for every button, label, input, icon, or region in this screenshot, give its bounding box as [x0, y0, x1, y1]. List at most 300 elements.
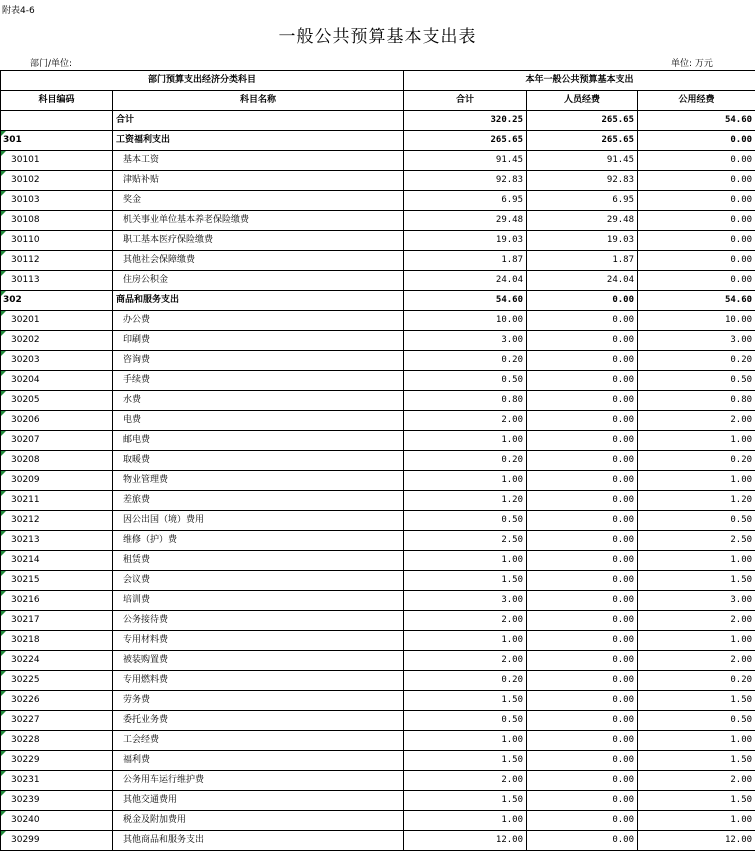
row-personnel-cell: 0.00	[527, 711, 638, 731]
row-total-cell: 3.00	[404, 591, 527, 611]
cell-marker-icon	[1, 591, 6, 596]
row-total-cell: 2.00	[404, 611, 527, 631]
row-name-cell: 津贴补贴	[113, 171, 404, 191]
table-row	[1, 551, 755, 571]
cell-marker-icon	[1, 571, 6, 576]
row-code-cell	[1, 351, 113, 371]
row-code: 30113	[11, 275, 40, 285]
row-code-cell	[1, 511, 113, 531]
row-public-cell: 0.20	[638, 451, 755, 471]
row-name-cell: 咨询费	[113, 351, 404, 371]
row-public-cell: 12.00	[638, 831, 755, 851]
table-row	[1, 231, 755, 251]
row-public-cell: 3.00	[638, 591, 755, 611]
header-group-row	[1, 71, 755, 91]
row-name-cell: 会议费	[113, 571, 404, 591]
row-code: 30202	[11, 335, 40, 345]
row-code: 30112	[11, 255, 40, 265]
row-public-cell: 1.00	[638, 551, 755, 571]
cell-marker-icon	[1, 751, 6, 756]
cell-marker-icon	[1, 611, 6, 616]
row-personnel-cell: 0.00	[527, 651, 638, 671]
page-title: 一般公共预算基本支出表	[278, 27, 477, 47]
table-row	[1, 271, 755, 291]
row-total-cell: 265.65	[404, 131, 527, 151]
row-personnel-cell: 0.00	[527, 671, 638, 691]
total-total-cell: 320.25	[404, 111, 527, 131]
table-row	[1, 151, 755, 171]
table-row	[1, 811, 755, 831]
row-public-cell: 0.00	[638, 131, 755, 151]
row-name-cell: 其他商品和服务支出	[113, 831, 404, 851]
table-row	[1, 311, 755, 331]
header-personnel: 人员经费	[527, 91, 638, 111]
header-total: 合计	[404, 91, 527, 111]
row-total-cell: 1.00	[404, 471, 527, 491]
cell-marker-icon	[1, 211, 6, 216]
row-name-cell: 专用材料费	[113, 631, 404, 651]
total-name-cell: 合计	[113, 111, 404, 131]
header-economic-classification: 部门预算支出经济分类科目	[1, 71, 404, 91]
row-public-cell: 0.50	[638, 711, 755, 731]
row-code: 30209	[11, 475, 40, 485]
row-code-cell	[1, 271, 113, 291]
table-row	[1, 671, 755, 691]
row-code: 30211	[11, 495, 40, 505]
row-personnel-cell: 0.00	[527, 371, 638, 391]
row-personnel-cell: 24.04	[527, 271, 638, 291]
cell-marker-icon	[1, 391, 6, 396]
row-personnel-cell: 0.00	[527, 451, 638, 471]
row-personnel-cell: 0.00	[527, 431, 638, 451]
row-personnel-cell: 6.95	[527, 191, 638, 211]
table-row	[1, 291, 755, 311]
row-total-cell: 0.50	[404, 371, 527, 391]
row-public-cell: 0.50	[638, 511, 755, 531]
cell-marker-icon	[1, 331, 6, 336]
row-total-cell: 24.04	[404, 271, 527, 291]
total-public-cell: 54.60	[638, 111, 755, 131]
row-code: 30231	[11, 775, 40, 785]
header-code: 科目编码	[1, 91, 113, 111]
row-total-cell: 54.60	[404, 291, 527, 311]
row-total-cell: 1.00	[404, 631, 527, 651]
row-public-cell: 1.20	[638, 491, 755, 511]
table-row	[1, 751, 755, 771]
cell-marker-icon	[1, 411, 6, 416]
row-personnel-cell: 0.00	[527, 551, 638, 571]
cell-marker-icon	[1, 171, 6, 176]
cell-marker-icon	[1, 731, 6, 736]
row-total-cell: 1.50	[404, 691, 527, 711]
row-personnel-cell: 0.00	[527, 411, 638, 431]
row-personnel-cell: 0.00	[527, 691, 638, 711]
table-row	[1, 411, 755, 431]
row-public-cell: 0.00	[638, 211, 755, 231]
row-personnel-cell: 0.00	[527, 311, 638, 331]
row-public-cell: 1.00	[638, 431, 755, 451]
row-public-cell: 0.00	[638, 231, 755, 251]
row-code: 30204	[11, 375, 40, 385]
row-code: 30299	[11, 835, 40, 845]
header-name: 科目名称	[113, 91, 404, 111]
row-public-cell: 0.00	[638, 171, 755, 191]
row-code-cell	[1, 551, 113, 571]
cell-marker-icon	[1, 431, 6, 436]
table-row	[1, 251, 755, 271]
row-code: 30201	[11, 315, 40, 325]
row-code-cell	[1, 431, 113, 451]
table-row	[1, 131, 755, 151]
row-total-cell: 1.87	[404, 251, 527, 271]
row-name-cell: 物业管理费	[113, 471, 404, 491]
row-code: 30102	[11, 175, 40, 185]
row-public-cell: 54.60	[638, 291, 755, 311]
cell-marker-icon	[1, 511, 6, 516]
row-personnel-cell: 0.00	[527, 491, 638, 511]
row-personnel-cell: 0.00	[527, 291, 638, 311]
table-row	[1, 831, 755, 851]
row-code-cell	[1, 771, 113, 791]
row-code: 30206	[11, 415, 40, 425]
table-row	[1, 791, 755, 811]
row-personnel-cell: 0.00	[527, 571, 638, 591]
row-public-cell: 2.00	[638, 411, 755, 431]
row-code-cell	[1, 391, 113, 411]
row-code-cell	[1, 611, 113, 631]
row-name-cell: 维修（护）费	[113, 531, 404, 551]
table-row	[1, 691, 755, 711]
header-column-row	[1, 91, 755, 111]
row-name-cell: 水费	[113, 391, 404, 411]
row-name-cell: 职工基本医疗保险缴费	[113, 231, 404, 251]
row-public-cell: 0.80	[638, 391, 755, 411]
row-code-cell	[1, 711, 113, 731]
row-code: 30214	[11, 555, 40, 565]
row-name-cell: 租赁费	[113, 551, 404, 571]
row-personnel-cell: 19.03	[527, 231, 638, 251]
row-name-cell: 奖金	[113, 191, 404, 211]
row-code-cell	[1, 631, 113, 651]
row-personnel-cell: 0.00	[527, 351, 638, 371]
row-name-cell: 办公费	[113, 311, 404, 331]
cell-marker-icon	[1, 671, 6, 676]
row-name-cell: 机关事业单位基本养老保险缴费	[113, 211, 404, 231]
row-public-cell: 0.00	[638, 191, 755, 211]
total-personnel-cell: 265.65	[527, 111, 638, 131]
table-row	[1, 491, 755, 511]
row-code: 30205	[11, 395, 40, 405]
table-row	[1, 591, 755, 611]
table-row	[1, 191, 755, 211]
row-code-cell	[1, 691, 113, 711]
row-name-cell: 工资福利支出	[113, 131, 404, 151]
row-code-cell	[1, 791, 113, 811]
row-name-cell: 手续费	[113, 371, 404, 391]
row-personnel-cell: 0.00	[527, 531, 638, 551]
row-code-cell	[1, 471, 113, 491]
row-total-cell: 92.83	[404, 171, 527, 191]
row-total-cell: 19.03	[404, 231, 527, 251]
table-row	[1, 731, 755, 751]
row-code-cell	[1, 171, 113, 191]
table-row	[1, 331, 755, 351]
row-name-cell: 邮电费	[113, 431, 404, 451]
row-public-cell: 2.50	[638, 531, 755, 551]
table-row	[1, 211, 755, 231]
row-code-cell	[1, 571, 113, 591]
cell-marker-icon	[1, 251, 6, 256]
row-name-cell: 福利费	[113, 751, 404, 771]
row-personnel-cell: 1.87	[527, 251, 638, 271]
row-total-cell: 0.50	[404, 711, 527, 731]
row-name-cell: 专用燃料费	[113, 671, 404, 691]
row-code: 301	[3, 135, 22, 145]
row-name-cell: 其他社会保障缴费	[113, 251, 404, 271]
row-code: 30226	[11, 695, 40, 705]
row-code-cell	[1, 491, 113, 511]
row-name-cell: 劳务费	[113, 691, 404, 711]
row-public-cell: 0.00	[638, 271, 755, 291]
row-public-cell: 2.00	[638, 611, 755, 631]
row-total-cell: 6.95	[404, 191, 527, 211]
cell-marker-icon	[1, 371, 6, 376]
department-label: 部门/单位:	[30, 59, 73, 69]
row-name-cell: 其他交通费用	[113, 791, 404, 811]
cell-marker-icon	[1, 271, 6, 276]
row-public-cell: 0.00	[638, 251, 755, 271]
row-code: 30213	[11, 535, 40, 545]
table-row	[1, 171, 755, 191]
row-total-cell: 2.50	[404, 531, 527, 551]
row-total-cell: 1.50	[404, 571, 527, 591]
row-total-cell: 1.00	[404, 551, 527, 571]
row-personnel-cell: 0.00	[527, 791, 638, 811]
row-code-cell	[1, 731, 113, 751]
row-public-cell: 1.50	[638, 791, 755, 811]
row-public-cell: 1.00	[638, 731, 755, 751]
row-public-cell: 10.00	[638, 311, 755, 331]
cell-marker-icon	[1, 711, 6, 716]
row-name-cell: 公务用车运行维护费	[113, 771, 404, 791]
row-code-cell	[1, 191, 113, 211]
row-name-cell: 委托业务费	[113, 711, 404, 731]
row-code-cell	[1, 311, 113, 331]
table-row	[1, 771, 755, 791]
row-personnel-cell: 265.65	[527, 131, 638, 151]
table-row	[1, 351, 755, 371]
row-name-cell: 税金及附加费用	[113, 811, 404, 831]
row-public-cell: 1.00	[638, 631, 755, 651]
header-basic-expenditure: 本年一般公共预算基本支出	[404, 71, 755, 91]
row-personnel-cell: 92.83	[527, 171, 638, 191]
row-personnel-cell: 0.00	[527, 471, 638, 491]
row-total-cell: 12.00	[404, 831, 527, 851]
row-name-cell: 取暖费	[113, 451, 404, 471]
row-code-cell	[1, 811, 113, 831]
row-code: 30203	[11, 355, 40, 365]
unit-label: 单位: 万元	[671, 59, 713, 69]
row-public-cell: 0.50	[638, 371, 755, 391]
row-public-cell: 0.20	[638, 671, 755, 691]
row-code: 30207	[11, 435, 40, 445]
row-public-cell: 2.00	[638, 771, 755, 791]
table-row	[1, 631, 755, 651]
row-total-cell: 1.20	[404, 491, 527, 511]
table-row	[1, 471, 755, 491]
row-code: 30227	[11, 715, 40, 725]
row-personnel-cell: 29.48	[527, 211, 638, 231]
row-total-cell: 0.20	[404, 351, 527, 371]
cell-marker-icon	[1, 451, 6, 456]
cell-marker-icon	[1, 231, 6, 236]
row-code-cell	[1, 251, 113, 271]
row-total-cell: 2.00	[404, 411, 527, 431]
row-code: 302	[3, 295, 22, 305]
table-row	[1, 511, 755, 531]
row-name-cell: 印刷费	[113, 331, 404, 351]
row-name-cell: 工会经费	[113, 731, 404, 751]
row-total-cell: 3.00	[404, 331, 527, 351]
row-public-cell: 3.00	[638, 331, 755, 351]
row-total-cell: 0.20	[404, 671, 527, 691]
row-code: 30216	[11, 595, 40, 605]
total-code-cell	[1, 111, 113, 131]
row-code: 30225	[11, 675, 40, 685]
row-code-cell	[1, 291, 113, 311]
row-total-cell: 0.50	[404, 511, 527, 531]
cell-marker-icon	[1, 791, 6, 796]
cell-marker-icon	[1, 691, 6, 696]
row-code-cell	[1, 231, 113, 251]
row-personnel-cell: 0.00	[527, 831, 638, 851]
row-code-cell	[1, 651, 113, 671]
row-code: 30229	[11, 755, 40, 765]
row-total-cell: 91.45	[404, 151, 527, 171]
row-code-cell	[1, 131, 113, 151]
row-code: 30101	[11, 155, 40, 165]
cell-marker-icon	[1, 491, 6, 496]
row-personnel-cell: 0.00	[527, 631, 638, 651]
cell-marker-icon	[1, 351, 6, 356]
row-code-cell	[1, 371, 113, 391]
row-public-cell: 2.00	[638, 651, 755, 671]
row-public-cell: 1.50	[638, 691, 755, 711]
cell-marker-icon	[1, 291, 6, 296]
row-code: 30218	[11, 635, 40, 645]
table-row	[1, 711, 755, 731]
row-personnel-cell: 0.00	[527, 391, 638, 411]
row-total-cell: 1.00	[404, 811, 527, 831]
header-public: 公用经费	[638, 91, 755, 111]
row-public-cell: 0.20	[638, 351, 755, 371]
cell-marker-icon	[1, 771, 6, 776]
row-personnel-cell: 0.00	[527, 591, 638, 611]
row-total-cell: 10.00	[404, 311, 527, 331]
table-row	[1, 531, 755, 551]
cell-marker-icon	[1, 551, 6, 556]
row-public-cell: 1.50	[638, 751, 755, 771]
row-code-cell	[1, 211, 113, 231]
cell-marker-icon	[1, 311, 6, 316]
row-code-cell	[1, 411, 113, 431]
row-code-cell	[1, 531, 113, 551]
table-row	[1, 611, 755, 631]
row-personnel-cell: 91.45	[527, 151, 638, 171]
row-code: 30228	[11, 735, 40, 745]
row-total-cell: 0.20	[404, 451, 527, 471]
row-public-cell: 0.00	[638, 151, 755, 171]
row-code-cell	[1, 751, 113, 771]
cell-marker-icon	[1, 811, 6, 816]
cell-marker-icon	[1, 131, 6, 136]
row-code: 30110	[11, 235, 40, 245]
table-row	[1, 371, 755, 391]
row-name-cell: 电费	[113, 411, 404, 431]
row-code: 30103	[11, 195, 40, 205]
row-code-cell	[1, 331, 113, 351]
row-personnel-cell: 0.00	[527, 751, 638, 771]
total-row	[1, 111, 755, 131]
row-name-cell: 培训费	[113, 591, 404, 611]
table-row	[1, 431, 755, 451]
row-name-cell: 住房公积金	[113, 271, 404, 291]
attachment-label: 附表4-6	[2, 6, 35, 16]
row-code-cell	[1, 831, 113, 851]
row-code: 30217	[11, 615, 40, 625]
row-code-cell	[1, 151, 113, 171]
row-code: 30108	[11, 215, 40, 225]
table-row	[1, 451, 755, 471]
row-personnel-cell: 0.00	[527, 511, 638, 531]
row-code-cell	[1, 671, 113, 691]
row-personnel-cell: 0.00	[527, 331, 638, 351]
row-total-cell: 1.50	[404, 751, 527, 771]
row-name-cell: 被装购置费	[113, 651, 404, 671]
row-code: 30240	[11, 815, 40, 825]
table-row	[1, 391, 755, 411]
cell-marker-icon	[1, 831, 6, 836]
table-row	[1, 651, 755, 671]
cell-marker-icon	[1, 471, 6, 476]
row-total-cell: 2.00	[404, 651, 527, 671]
budget-table	[0, 70, 755, 851]
row-name-cell: 公务接待费	[113, 611, 404, 631]
row-personnel-cell: 0.00	[527, 771, 638, 791]
row-total-cell: 0.80	[404, 391, 527, 411]
row-total-cell: 1.00	[404, 431, 527, 451]
row-name-cell: 因公出国（境）费用	[113, 511, 404, 531]
row-name-cell: 差旅费	[113, 491, 404, 511]
row-personnel-cell: 0.00	[527, 811, 638, 831]
row-personnel-cell: 0.00	[527, 731, 638, 751]
cell-marker-icon	[1, 191, 6, 196]
row-total-cell: 2.00	[404, 771, 527, 791]
row-code: 30239	[11, 795, 40, 805]
row-code-cell	[1, 591, 113, 611]
cell-marker-icon	[1, 151, 6, 156]
row-public-cell: 1.00	[638, 811, 755, 831]
cell-marker-icon	[1, 631, 6, 636]
table-row	[1, 571, 755, 591]
cell-marker-icon	[1, 531, 6, 536]
row-total-cell: 1.00	[404, 731, 527, 751]
row-total-cell: 29.48	[404, 211, 527, 231]
row-code: 30212	[11, 515, 40, 525]
row-public-cell: 1.50	[638, 571, 755, 591]
row-code: 30208	[11, 455, 40, 465]
row-code: 30215	[11, 575, 40, 585]
